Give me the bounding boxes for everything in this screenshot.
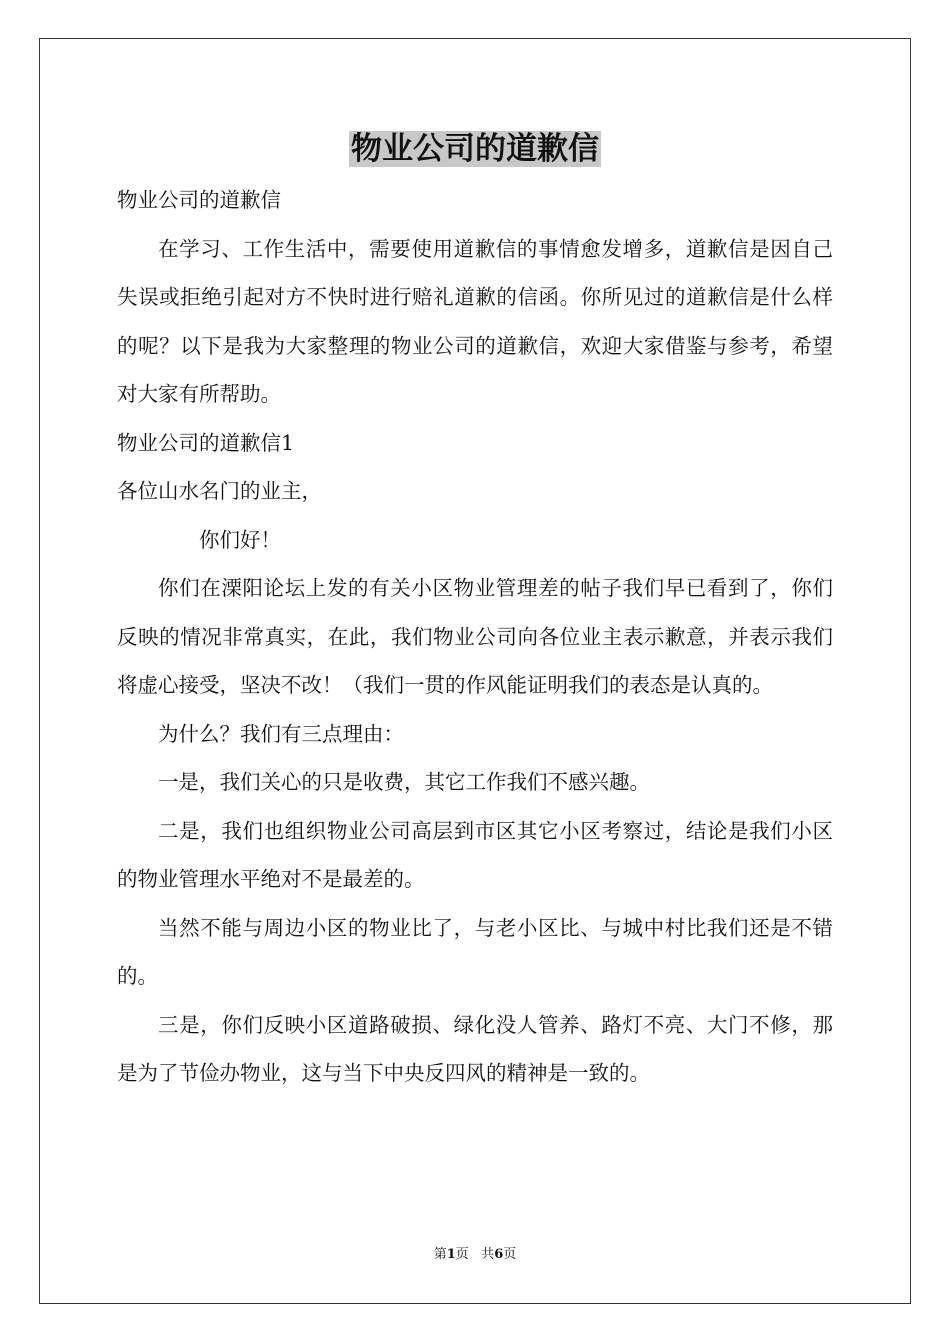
page-suffix: 页: [455, 1247, 469, 1262]
document-title: [0, 127, 950, 171]
body-paragraph: 当然不能与周边小区的物业比了，与老小区比、与城中村比我们还是不错的。: [117, 915, 833, 988]
greeting: 你们好！: [199, 527, 281, 552]
salutation: 各位山水名门的业主，: [117, 479, 322, 503]
subtitle-line: 物业公司的道歉信: [117, 188, 281, 212]
total-pages: 6: [494, 1247, 504, 1262]
body-paragraph: 一是，我们关心的只是收费，其它工作我们不感兴趣。: [158, 770, 650, 794]
document-title-text: 物业公司的道歉信: [351, 131, 599, 167]
page-prefix: 第: [433, 1247, 447, 1262]
page-footer: [0, 1246, 950, 1264]
document-body: [117, 176, 833, 1098]
body-paragraph: 为什么？我们有三点理由：: [158, 721, 404, 746]
body-paragraph: 三是，你们反映小区道路破损、绿化没人管养、路灯不亮、大门不修，那是为了节俭办物业，这与当下中央反四风的精神是一致的。: [117, 1012, 833, 1085]
intro-paragraph: 在学习、工作生活中，需要使用道歉信的事情愈发增多，道歉信是因自己失误或拒绝引起对方不快时进行赔礼道歉的信函。你所见过的道歉信是什么样的呢？以下是我为大家整理的物业公司的道歉信，欢迎大家借鉴与参考，希望对大家有所帮助。: [117, 236, 833, 406]
page-number: 1: [446, 1247, 456, 1262]
total-prefix: 共: [481, 1247, 495, 1262]
section-heading: 物业公司的道歉信1: [117, 430, 295, 455]
body-paragraph: 你们在溧阳论坛上发的有关小区物业管理差的帖子我们早已看到了，你们反映的情况非常真实，在此，我们物业公司向各位业主表示歉意，并表示我们将虚心接受，坚决不改！（我们一贯的作风能证明我们的表态是认真的。: [117, 576, 833, 697]
body-paragraph: 二是，我们也组织物业公司高层到市区其它小区考察过，结论是我们小区的物业管理水平绝对不是最差的。: [117, 818, 833, 891]
total-suffix: 页: [503, 1247, 517, 1262]
